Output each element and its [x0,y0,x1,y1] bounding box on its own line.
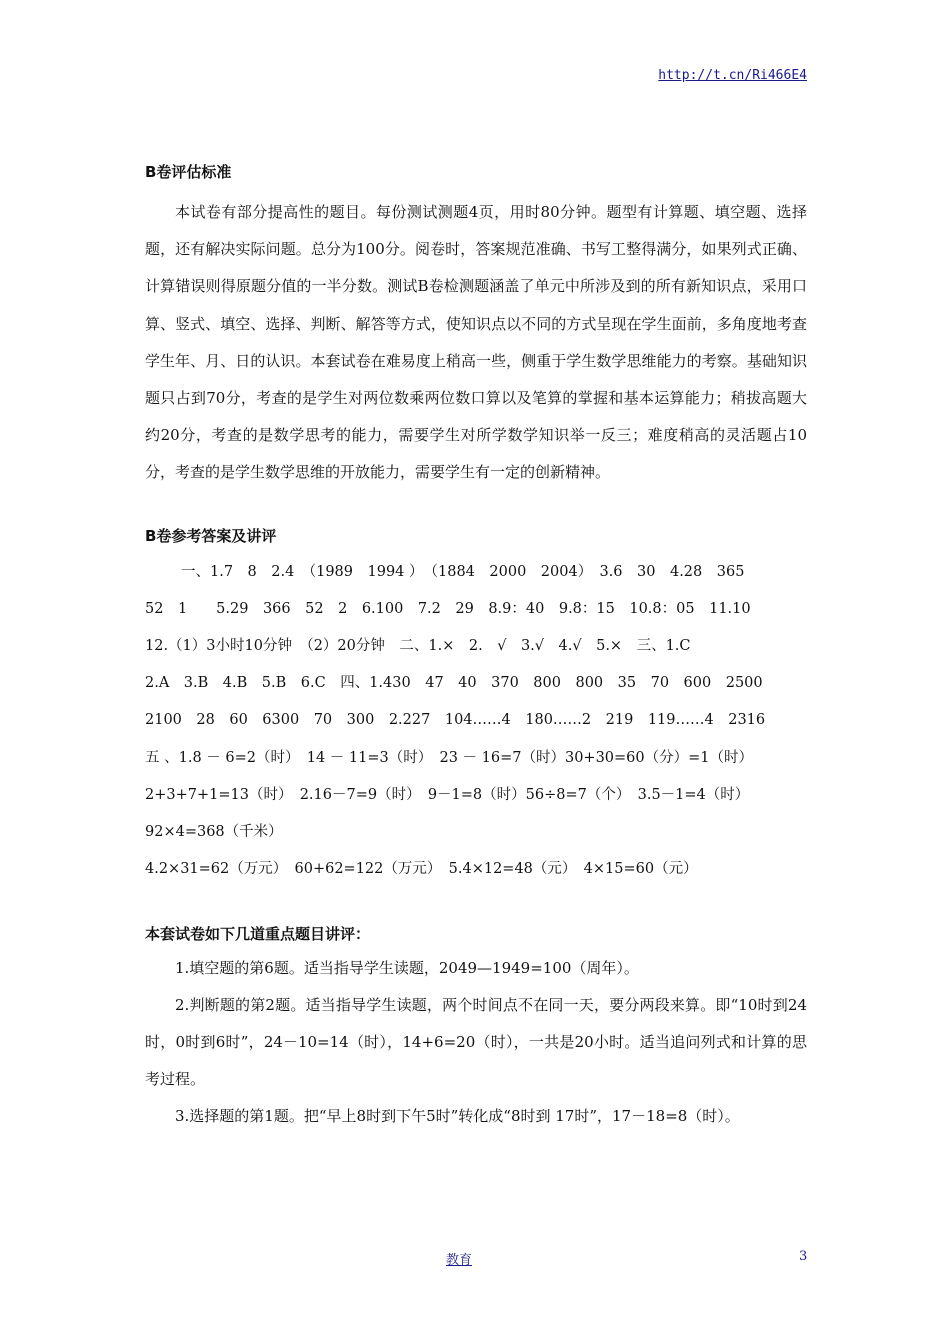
page-number: 3 [799,1249,808,1264]
key-point: 3.选择题的第1题。把“早上8时到下午5时”转化成“8时到 17时”，17－18=8（时）。 [175,1107,740,1126]
answer-line: 2100 28 60 6300 70 300 2.227 104……4 180……2 219 119……4 2316 [145,712,766,729]
answer-line: 五 、1.8 － 6=2（时） 14 － 11=3（时） 23 － 16=7（时）30+30=60（分）=1（时） [145,749,753,766]
answer-line: 52 1 5.29 366 52 2 6.100 7.2 29 8.9：40 9.8：15 10.8：05 11.10 [145,600,751,617]
answer-line: 12.（1）3小时10分钟 （2）20分钟 二、1.× 2. √ 3.√ 4.√ 5.× 三、1.C [145,638,691,655]
answer-line: 2.A 3.B 4.B 5.B 6.C 四、1.430 47 40 370 800 800 35 70 600 2500 [145,675,763,692]
section2-title: B卷参考答案及讲评 [145,526,277,545]
answer-line: 一、1.7 8 2.4 （1989 1994 ） （1884 2000 2004） 3.6 30 4.28 365 [181,563,745,580]
footer-link[interactable]: 教育 [446,1253,473,1268]
answer-line: 92×4=368（千米） [145,824,283,841]
section1-paragraph: 本试卷有部分提高性的题目。每份测试测题4页，用时80分钟。题型有计算题、填空题、选择题，还有解决实际问题。总分为100分。阅卷时，答案规范准确、书写工整得满分，如果列式正确、计算错误则得原题分值的一半分数。测试B卷检测题涵盖了单元中所涉及到的所有新知识点，采用口算、竖式、填空、选择、判断、解答等方式，使知识点以不同的方式呈现在学生面前，多角度地考查学生年、月、日的认识。本套试卷在难易度上稍高一些，侧重于学生数学思维能力的考察。基础知识题只占到70分，考查的是学生对两位数乘两位数口算以及笔算的掌握和基本运算能力；稍拔高题大约20分，考查的是数学思考的能力，需要学生对所学数学知识举一反三；难度稍高的灵活题占10分，考查的是学生数学思维的开放能力，需要学生有一定的创新精神。 [145,203,807,482]
section3-title: 本套试卷如下几道重点题目讲评： [145,925,371,944]
answer-line: 2+3+7+1=13（时） 2.16－7=9（时） 9－1=8（时）56÷8=7（个） 3.5－1=4（时） [145,786,750,803]
section1-title: B卷评估标准 [145,163,232,181]
key-point: 1.填空题的第6题。适当指导学生读题，2049—1949=100（周年）。 [175,959,639,978]
key-points-list [145,950,807,1135]
key-point: 2.判断题的第2题。适当指导学生读题，两个时间点不在同一天，要分两段来算。即“10时到24时，0时到6时”，24－10=14（时），14+6=20（时），一共是20小时。适当追问列式和计算的思考过程。 [145,996,807,1089]
header-link[interactable]: http://t.cn/Ri466E4 [658,68,807,83]
content [145,160,807,1135]
answer-line: 4.2×31=62（万元） 60+62=122（万元） 5.4×12=48（元） 4×15=60（元） [145,861,698,878]
answer-list [145,554,807,889]
